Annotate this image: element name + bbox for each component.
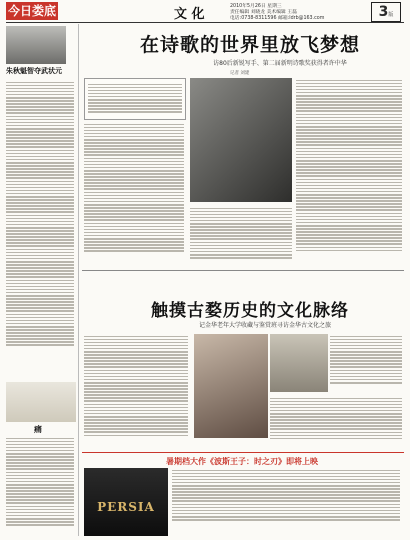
masthead-meta	[230, 4, 370, 22]
left-column-body	[6, 80, 74, 380]
article1-col1	[84, 122, 184, 262]
film-promo-title: 暑期档大作《波斯王子：时之刃》即将上映	[166, 456, 318, 466]
article2-title: 触摸古婺历史的文化脉络	[151, 301, 349, 321]
article1-col-right	[296, 78, 402, 268]
film-poster	[84, 468, 168, 536]
article1-col-mid	[190, 206, 292, 266]
article1-portrait-photo	[190, 78, 292, 202]
article1-title: 在诗歌的世界里放飞梦想	[139, 34, 360, 56]
column-divider	[78, 24, 79, 536]
left-bottom-body	[6, 436, 74, 536]
editor-line: 责任编辑 刘晓龙 美术编辑 王磊	[230, 10, 297, 15]
article-divider	[82, 270, 404, 271]
article2-col1	[84, 334, 188, 444]
page-label: 版	[388, 12, 394, 18]
left-column-title: 朱秋魁智夺武状元	[6, 66, 62, 75]
page-number-badge	[371, 2, 401, 22]
page-number: 3	[378, 4, 389, 20]
article1-pullquote-box	[84, 78, 186, 120]
section-title: 文 化	[174, 7, 205, 22]
film-promo-text	[172, 468, 400, 534]
newspaper-logo: 今日娄底	[7, 4, 56, 18]
left-illustration	[6, 382, 76, 422]
contact-line: 电话:0738-8311596 邮箱:ldrb@163.com	[230, 16, 325, 21]
left-photo	[6, 26, 66, 64]
article2-subtitle: 记金华老年大学收藏与鉴赏班寻访金华古文化之旅	[198, 322, 331, 329]
masthead-rule	[6, 22, 404, 23]
article2-photo-people	[194, 334, 268, 438]
article2-col-lower	[270, 396, 402, 448]
article2-col-right	[330, 334, 402, 390]
article2-photo-object	[270, 334, 328, 392]
article1-subtitle: 访80后新锐写手、第二届新明诗歌奖获得者许中华	[213, 60, 347, 67]
left-bottom-title: 痛	[34, 424, 42, 434]
article1-byline: 记者 刘建	[230, 71, 250, 76]
poster-title-text: PERSIA	[97, 500, 155, 514]
date-line: 2010年5月26日 星期三	[230, 4, 282, 9]
